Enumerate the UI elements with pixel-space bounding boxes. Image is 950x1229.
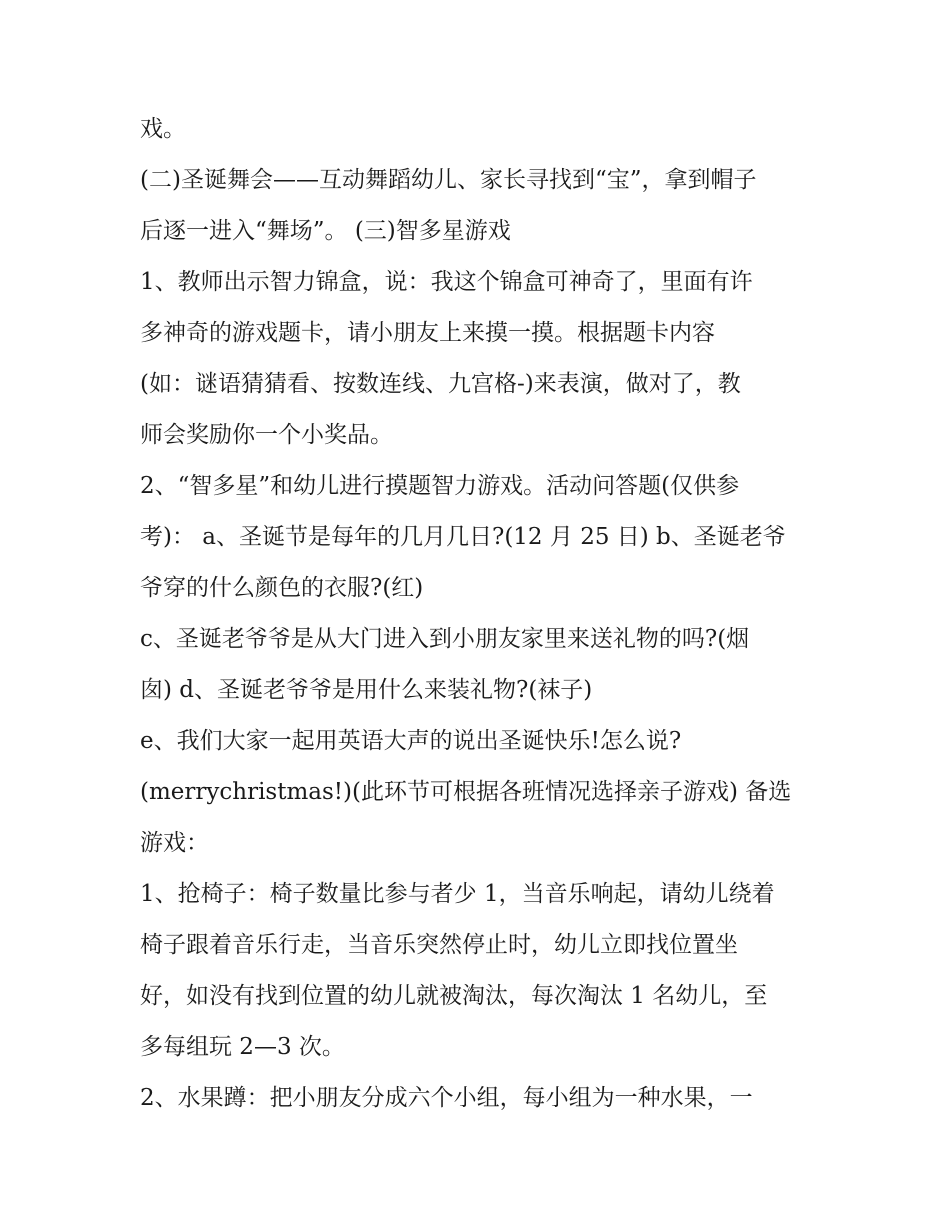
text-line: 2、水果蹲：把小朋友分成六个小组，每小组为一种水果，一 (140, 1085, 753, 1111)
text-line: 考)： a、圣诞节是每年的几月几日?(12 月 25 日) b、圣诞老爷 (140, 524, 786, 550)
text-line: 戏。 (140, 116, 186, 142)
text-line: 爷穿的什么颜色的衣服?(红) (140, 575, 424, 601)
text-line: e、我们大家一起用英语大声的说出圣诞快乐!怎么说? (140, 728, 682, 754)
text-line: 师会奖励你一个小奖品。 (140, 422, 393, 448)
text-line: 囱) d、圣诞老爷爷是用什么来装礼物?(袜子) (140, 677, 593, 703)
text-line: c、圣诞老爷爷是从大门进入到小朋友家里来送礼物的吗?(烟 (140, 626, 750, 652)
text-line: (merrychristmas!)(此环节可根据各班情况选择亲子游戏) 备选 (140, 779, 792, 805)
text-line: 游戏： (140, 830, 209, 856)
text-line: 椅子跟着音乐行走，当音乐突然停止时，幼儿立即找位置坐 (140, 932, 738, 958)
text-line: (如：谜语猜猜看、按数连线、九宫格-)来表演，做对了，教 (140, 371, 741, 397)
body-text (140, 104, 820, 1124)
text-line: (二)圣诞舞会——互动舞蹈幼儿、家长寻找到“宝”，拿到帽子 (140, 167, 757, 193)
text-line: 后逐一进入“舞场”。 (三)智多星游戏 (140, 218, 511, 244)
text-line: 多每组玩 2—3 次。 (140, 1034, 345, 1060)
text-line: 1、教师出示智力锦盒，说：我这个锦盒可神奇了，里面有许 (140, 269, 753, 295)
text-line: 2、“智多星”和幼儿进行摸题智力游戏。活动问答题(仅供参 (140, 473, 740, 499)
text-line: 多神奇的游戏题卡，请小朋友上来摸一摸。根据题卡内容 (140, 320, 715, 346)
text-line: 1、抢椅子：椅子数量比参与者少 1，当音乐响起，请幼儿绕着 (140, 881, 775, 907)
text-line: 好，如没有找到位置的幼儿就被淘汰，每次淘汰 1 名幼儿，至 (140, 983, 768, 1009)
